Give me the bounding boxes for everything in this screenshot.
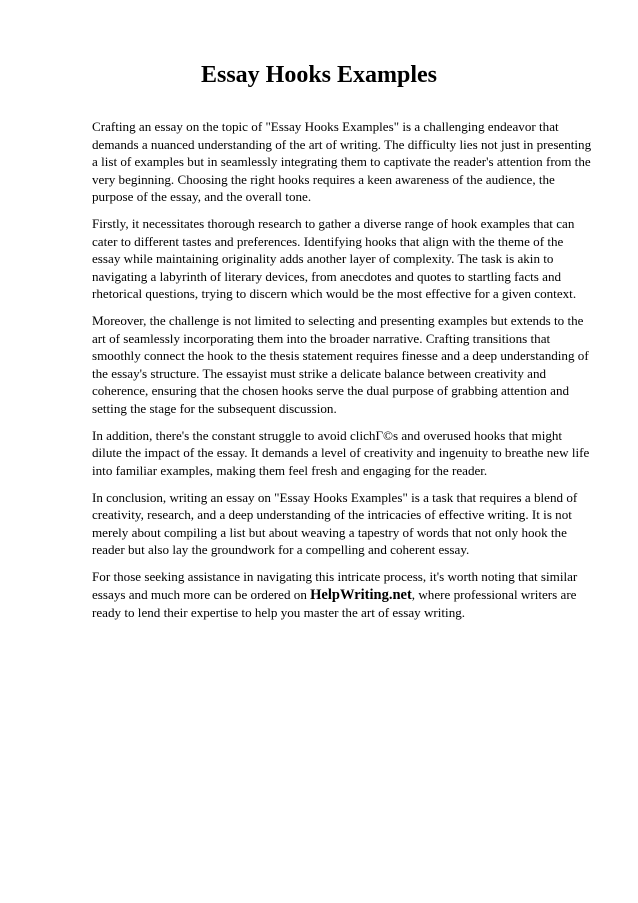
page-title: Essay Hooks Examples	[200, 62, 438, 88]
paragraph-in-addition: In addition, there's the constant struggle to avoid clichГ©s and overused hooks that might dilute the impact of the essay. It demands a level of creativity and ingenuity to breathe new life into familiar examples, making them feel fresh and engaging for the reader.	[92, 427, 590, 478]
paragraph-intro: Crafting an essay on the topic of "Essay Hooks Examples" is a challenging endeavor that demands a nuanced understanding of the art of writing. The difficulty lies not just in presenting a list of examples but in seamlessly integrating them to captivate the reader's attention from the very beginning. Choosing the right hooks requires a keen awareness of the audience, the purpose of the essay, and the overall tone.	[92, 119, 592, 204]
paragraph-closing	[92, 568, 592, 622]
paragraph-firstly: Firstly, it necessitates thorough research to gather a diverse range of hook examples that can cater to different tastes and preferences. Identifying hooks that align with the theme of the essay while maintaining originality adds another layer of complexity. The task is akin to navigating a labyrinth of literary devices, from anecdotes and quotes to startling facts and rhetorical questions, trying to discern which would be the most effective for a given context.	[92, 216, 577, 301]
paragraph-conclusion: In conclusion, writing an essay on "Essay Hooks Examples" is a task that requires a blend of creativity, research, and a deep understanding of the intricacies of effective writing. It is not merely about compiling a list but about weaving a tapestry of words that not only hook the reader but also lay the groundwork for a compelling and coherent essay.	[92, 489, 578, 557]
paragraph-moreover: Moreover, the challenge is not limited to selecting and presenting examples but extends to the art of seamlessly incorporating them into the broader narrative. Crafting transitions that smoothly connect the hook to the thesis statement requires finesse and a deep understanding of the essay's structure. The essayist must strike a delicate balance between creativity and coherence, ensuring that the chosen hooks serve the dual purpose of grabbing attention and setting the stage for the subsequent discussion.	[92, 313, 589, 416]
closing-text-before: For those seeking assistance in navigating this intricate process, it's worth noting that similar essays and much more can be ordered on	[92, 569, 578, 602]
closing-text-after: , where professional writers are ready to lend their expertise to help you master the art of essay writing.	[92, 586, 577, 620]
brand-name: HelpWriting.net	[310, 586, 412, 603]
